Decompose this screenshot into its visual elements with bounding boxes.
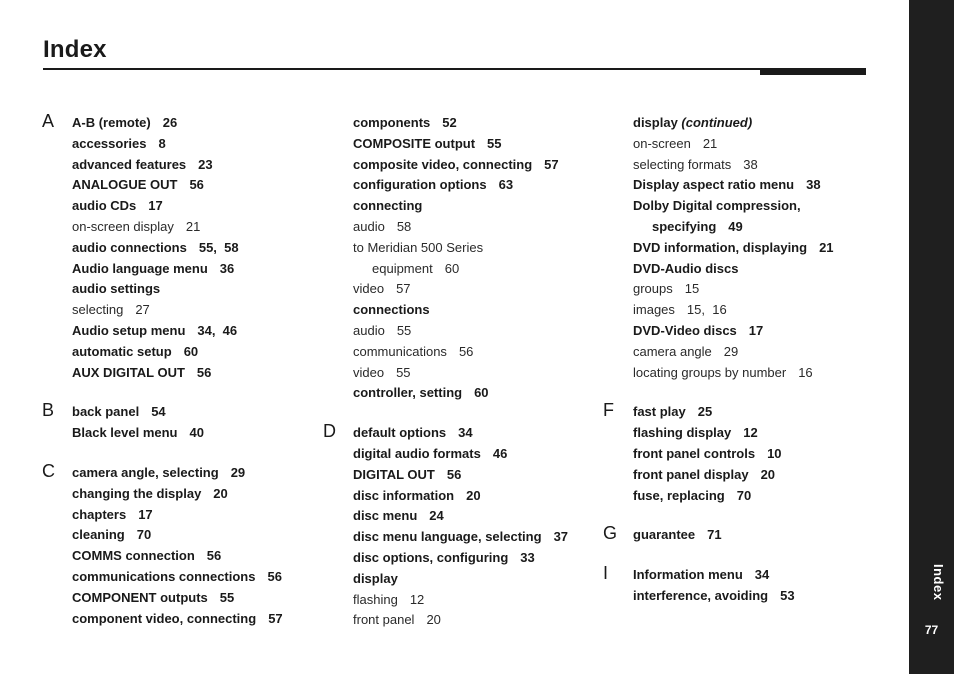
index-term: disc information — [353, 487, 455, 503]
page-number: 77 — [924, 623, 939, 637]
section-letter: A — [42, 111, 55, 131]
index-term: communications connections — [72, 568, 256, 584]
index-entry — [72, 134, 283, 155]
index-term: flashing — [353, 591, 398, 607]
page-references: 60 — [474, 385, 489, 401]
index-term: Black level menu — [72, 425, 178, 441]
index-term: communications — [353, 343, 447, 359]
index-entry — [353, 363, 568, 384]
page-references: 57 — [268, 610, 283, 626]
index-term: ANALOGUE OUT — [72, 177, 178, 193]
page-references: 46 — [492, 445, 508, 461]
index-entry — [72, 238, 283, 259]
index-entry — [633, 175, 834, 196]
index-entry — [353, 321, 568, 342]
index-term: Audio setup menu — [72, 322, 186, 338]
page-references: 20 — [426, 612, 441, 628]
page-references: 20 — [213, 485, 228, 501]
page-references: 21 — [185, 218, 201, 234]
section-letter: C — [42, 460, 55, 481]
page-references: 34 — [458, 425, 473, 441]
index-entry — [353, 279, 568, 300]
index-term: A-B (remote) — [72, 115, 151, 130]
index-entry — [72, 484, 283, 505]
index-term: Information menu — [633, 567, 743, 583]
index-term: components — [353, 115, 431, 130]
index-entry — [42, 460, 283, 484]
page-references: 56 — [206, 548, 222, 564]
index-entry — [353, 548, 568, 569]
index-term: to Meridian 500 Series — [353, 239, 484, 255]
index-entry — [72, 567, 283, 588]
index-term: fast play — [633, 404, 686, 420]
index-column-3 — [603, 113, 834, 607]
index-term: interference, avoiding — [633, 587, 769, 603]
page-references: 56 — [458, 343, 474, 359]
index-entry — [353, 259, 568, 280]
page-references: 70 — [136, 527, 152, 543]
page-references: 58 — [396, 218, 412, 234]
index-term: audio connections — [72, 239, 187, 255]
index-entry — [353, 342, 568, 363]
index-entry — [72, 525, 283, 546]
title-rule-tab — [760, 68, 866, 75]
index-term: AUX DIGITAL OUT — [72, 364, 185, 380]
index-term: audio — [353, 218, 385, 234]
index-entry — [72, 155, 283, 176]
index-term: chapters — [72, 506, 127, 522]
index-term: COMMS connection — [72, 548, 195, 564]
page-references: 70 — [736, 487, 752, 503]
page-references: 60 — [183, 343, 199, 359]
page-references: 56 — [267, 568, 282, 584]
page-references: 17 — [138, 506, 153, 522]
page-references: 15, 16 — [686, 302, 727, 318]
page-references: 71 — [707, 527, 722, 543]
page-references: 63 — [498, 177, 514, 193]
index-term: advanced features — [72, 156, 187, 172]
index-entry — [353, 569, 568, 590]
index-term: cleaning — [72, 527, 125, 543]
index-entry — [72, 259, 283, 280]
page-references: 55 — [396, 322, 412, 338]
index-entry — [72, 217, 283, 238]
page-references: 15 — [684, 281, 700, 297]
index-term: DVD-Audio discs — [633, 260, 739, 276]
index-entry — [72, 175, 283, 196]
page-references: 53 — [780, 587, 795, 603]
index-entry — [72, 279, 283, 300]
index-entry — [353, 113, 568, 134]
index-term: on-screen display — [72, 218, 174, 234]
index-entry — [633, 465, 834, 486]
index-term: digital audio formats — [353, 445, 481, 461]
index-term: COMPOSITE output — [353, 135, 476, 151]
index-entry — [72, 321, 283, 342]
continued-note: (continued) — [681, 115, 753, 130]
page-references: 54 — [151, 404, 166, 420]
index-term: default options — [353, 425, 447, 441]
index-entry — [633, 279, 834, 300]
index-term: display — [633, 115, 678, 130]
page-references: 55 — [487, 135, 502, 151]
index-entry — [633, 196, 834, 217]
index-entry — [72, 300, 283, 321]
index-term: component video, connecting — [72, 610, 257, 626]
section-letter: B — [42, 400, 55, 421]
index-term: disc options, configuring — [353, 549, 509, 565]
index-term: accessories — [72, 135, 147, 151]
index-entry — [353, 506, 568, 527]
index-term: images — [633, 302, 675, 318]
index-entry — [353, 175, 568, 196]
index-entry — [633, 444, 834, 465]
index-entry — [633, 259, 834, 280]
index-term: connecting — [353, 198, 423, 214]
page-references: 38 — [806, 177, 821, 193]
page-references: 17 — [748, 322, 764, 338]
index-term: guarantee — [633, 527, 696, 543]
page-references: 33 — [520, 549, 535, 565]
section-letter: D — [323, 421, 336, 442]
index-entry — [353, 486, 568, 507]
index-entry — [72, 342, 283, 363]
page-references: 34 — [754, 567, 770, 583]
page-references: 24 — [429, 508, 444, 524]
page-references: 56 — [189, 177, 204, 193]
index-entry — [603, 523, 834, 546]
index-term: specifying — [652, 218, 717, 234]
index-term: back panel — [72, 404, 140, 420]
index-term: changing the display — [72, 485, 202, 501]
index-entry — [353, 465, 568, 486]
index-entry — [633, 155, 834, 176]
index-term: audio CDs — [72, 198, 137, 214]
page-references: 36 — [219, 260, 235, 276]
index-term: front panel — [353, 612, 415, 628]
index-entry — [353, 383, 568, 404]
page-references: 12 — [409, 591, 425, 607]
page-references: 17 — [148, 198, 163, 214]
index-entry — [633, 363, 834, 384]
index-column-2 — [323, 113, 569, 631]
index-entry — [633, 423, 834, 444]
page-references: 8 — [158, 135, 166, 151]
page-references: 16 — [798, 364, 813, 380]
section-letter: I — [603, 563, 609, 584]
index-entry — [633, 321, 834, 342]
index-term: camera angle — [633, 343, 712, 359]
index-entry — [633, 217, 834, 238]
index-entry — [633, 486, 834, 507]
page-references: 12 — [743, 425, 758, 441]
page-references: 29 — [230, 464, 246, 480]
page-references: 25 — [697, 404, 713, 420]
page-references: 52 — [442, 115, 457, 130]
index-term: connections — [353, 302, 430, 318]
index-entry — [633, 586, 834, 607]
page-references: 10 — [767, 445, 782, 461]
index-entry — [72, 546, 283, 567]
page-references: 40 — [189, 425, 204, 441]
page-references: 29 — [723, 343, 739, 359]
index-entry — [353, 134, 568, 155]
index-entry — [353, 610, 568, 631]
index-entry — [353, 300, 568, 321]
page-references: 49 — [728, 218, 743, 234]
index-entry — [72, 609, 283, 630]
index-term: DIGITAL OUT — [353, 466, 435, 482]
index-term: selecting formats — [633, 156, 732, 172]
index-entry — [633, 134, 834, 155]
index-term: configuration options — [353, 177, 487, 193]
index-term: equipment — [372, 260, 433, 276]
index-entry — [633, 300, 834, 321]
page-references: 56 — [446, 466, 462, 482]
page-references: 55, 58 — [198, 239, 239, 255]
index-entry — [633, 342, 834, 363]
index-term: front panel controls — [633, 445, 756, 461]
index-term: locating groups by number — [633, 364, 787, 380]
index-term: display — [353, 570, 398, 586]
page-references: 20 — [466, 487, 481, 503]
index-entry — [72, 196, 283, 217]
index-term: disc menu language, selecting — [353, 529, 542, 545]
index-entry — [323, 421, 568, 444]
section-letter: G — [603, 523, 618, 544]
index-term: Dolby Digital compression, — [633, 198, 801, 214]
index-entry — [42, 111, 283, 134]
page-title: Index — [43, 36, 107, 63]
index-term: disc menu — [353, 508, 418, 524]
index-entry — [603, 563, 834, 586]
index-term: fuse, replacing — [633, 487, 725, 503]
page-references: 55 — [219, 589, 235, 605]
index-entry — [353, 444, 568, 465]
page-references: 60 — [444, 260, 460, 276]
index-term: DVD-Video discs — [633, 322, 737, 338]
index-entry — [72, 363, 283, 384]
index-entry — [72, 588, 283, 609]
index-term: Display aspect ratio menu — [633, 177, 795, 193]
page-references: 38 — [743, 156, 758, 172]
index-entry — [633, 238, 834, 259]
index-term: automatic setup — [72, 343, 172, 359]
page-references: 55 — [396, 364, 411, 380]
index-term: COMPONENT outputs — [72, 589, 208, 605]
index-term: video — [353, 364, 385, 380]
page-references: 37 — [553, 529, 569, 545]
index-term: audio settings — [72, 281, 161, 297]
index-entry — [353, 527, 568, 548]
index-term: flashing display — [633, 425, 732, 441]
index-term: groups — [633, 281, 673, 297]
page-references: 21 — [702, 135, 718, 151]
index-entry — [42, 400, 283, 423]
page-references: 26 — [162, 115, 178, 130]
index-entry — [633, 113, 834, 134]
index-term: DVD information, displaying — [633, 239, 808, 255]
index-entry — [353, 590, 568, 611]
sidebar-section-label: Index — [931, 564, 946, 601]
index-entry — [353, 155, 568, 176]
page-references: 20 — [760, 466, 776, 482]
index-entry — [353, 217, 568, 238]
index-term: Audio language menu — [72, 260, 208, 276]
page-references: 57 — [544, 156, 559, 172]
index-entry — [353, 238, 568, 259]
page-references: 27 — [135, 302, 150, 318]
section-letter: F — [603, 400, 614, 421]
index-term: controller, setting — [353, 385, 463, 401]
index-entry — [72, 423, 283, 444]
index-term: video — [353, 281, 385, 297]
page-references: 34, 46 — [197, 322, 238, 338]
index-term: selecting — [72, 302, 124, 318]
index-term: front panel display — [633, 466, 749, 482]
index-term: composite video, connecting — [353, 156, 533, 172]
index-column-1 — [42, 111, 283, 629]
title-rule — [43, 68, 866, 70]
index-entry — [603, 400, 834, 423]
index-entry — [72, 505, 283, 526]
index-entry — [353, 196, 568, 217]
page-references: 23 — [198, 156, 213, 172]
index-term: on-screen — [633, 135, 691, 151]
page-references: 21 — [819, 239, 834, 255]
page-references: 57 — [396, 281, 411, 297]
page-references: 56 — [196, 364, 212, 380]
index-term: camera angle, selecting — [72, 464, 219, 480]
index-term: audio — [353, 322, 385, 338]
